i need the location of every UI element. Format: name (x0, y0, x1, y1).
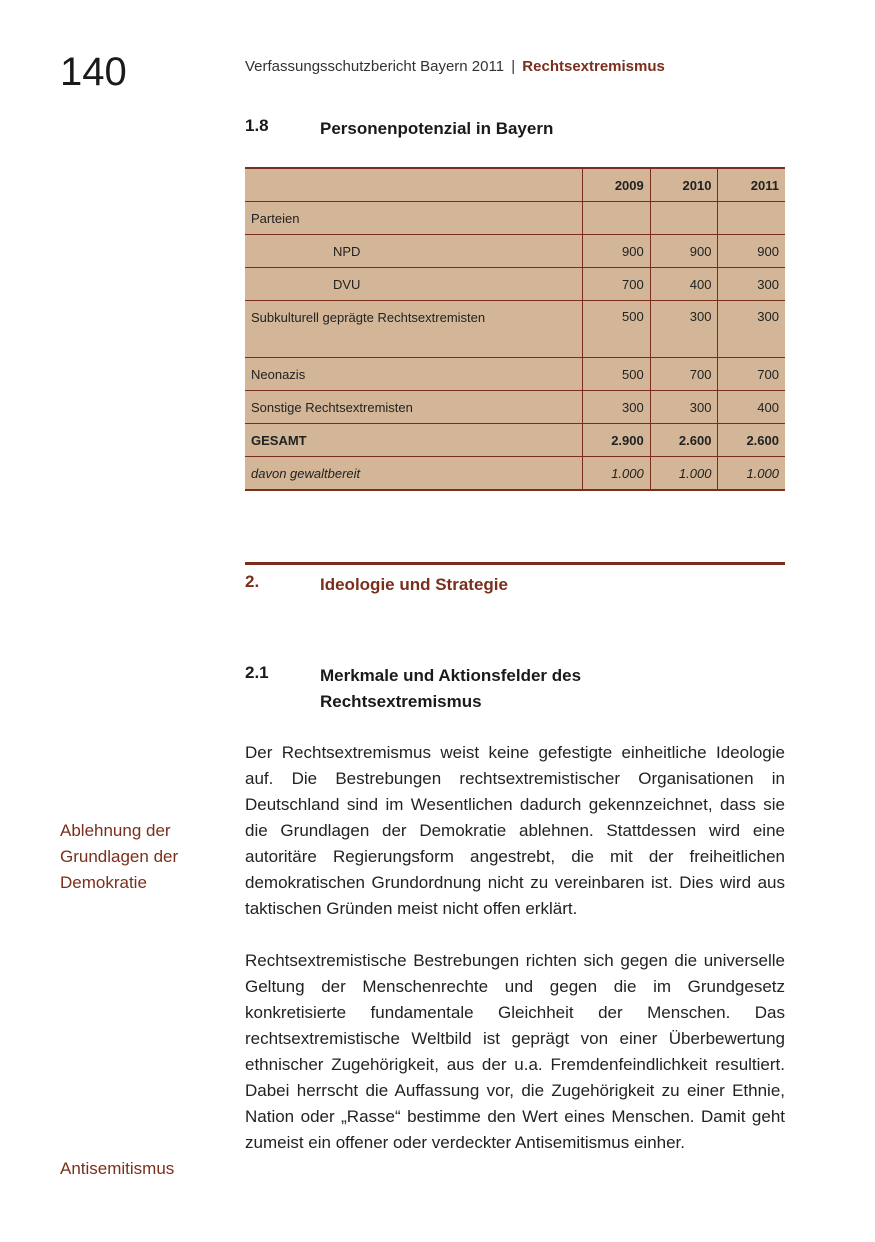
table-row-violent (245, 457, 785, 491)
cell-2009: 1.000 (583, 457, 651, 491)
cell-2011: 700 (718, 358, 785, 391)
row-label: Sonstige Rechtsextremisten (245, 391, 583, 424)
row-label: Parteien (245, 202, 583, 235)
section-heading-2-1 (245, 663, 785, 719)
cell-2010: 900 (650, 235, 718, 268)
section-number: 2. (245, 572, 260, 591)
header-publication: Verfassungsschutzbericht Bayern 2011 (245, 58, 505, 75)
table-row-total (245, 424, 785, 457)
table-header-2011: 2011 (718, 168, 785, 202)
table-row (245, 301, 785, 358)
row-label: DVU (245, 268, 583, 301)
cell-2010: 400 (650, 268, 718, 301)
paragraph-2: Rechtsextremistische Bestrebungen richten sich gegen die universelle Geltung der Menschenrechte und gegen die im Grundgesetz konkretisierte fundamentale Gleichheit der Menschen. Das rechtsextremistische Weltbild ist geprägt von einer Überbewertung ethnischer Zugehörigkeit, aus der u.a. Fremdenfeindlichkeit resultiert. Dabei herrscht die Auffassung vor, die Zugehörigkeit zu einer Ethnie, Nation oder „Rasse“ bestimme den Wert eines Menschen. Damit geht zumeist ein offener oder verdeckter Antisemitismus einher. (245, 951, 785, 1152)
table-row (245, 235, 785, 268)
cell-2009: 2.900 (583, 424, 651, 457)
cell-2009: 500 (583, 301, 651, 358)
header-chapter: Rechtsextremismus (522, 58, 665, 75)
table-header-2010: 2010 (650, 168, 718, 202)
cell-2009 (583, 202, 651, 235)
personenpotenzial-table (245, 167, 785, 491)
table-row (245, 358, 785, 391)
paragraph-1: Der Rechtsextremismus weist keine gefestigte einheitliche Ideologie auf. Die Bestrebungen rechtsextremistischer Organisationen in Deutschland sind im Wesentlichen dadurch gekennzeichnet, dass sie die Grundlagen der Demokratie ablehnen. Stattdessen wird eine autoritäre Regierungsform angestrebt, die mit der freiheitlichen demokratischen Grundordnung nicht zu vereinbaren ist. Dies wird aus taktischen Gründen meist nicht offen erklärt. (245, 743, 785, 918)
section-title: Merkmale und Aktionsfelder des Rechtsextremismus (320, 666, 582, 711)
margin-note-demokratie: Ablehnung der Grundlagen der Demokratie (60, 821, 179, 892)
cell-2011: 300 (718, 301, 785, 358)
section-heading-1-8 (245, 116, 785, 142)
row-label: NPD (245, 235, 583, 268)
table-row (245, 268, 785, 301)
cell-2011: 300 (718, 268, 785, 301)
margin-note-antisemitismus: Antisemitismus (60, 1159, 175, 1178)
header-separator: | (511, 58, 516, 75)
row-label: Neonazis (245, 358, 583, 391)
table-row (245, 202, 785, 235)
cell-2011: 900 (718, 235, 785, 268)
cell-2009: 500 (583, 358, 651, 391)
row-label: GESAMT (245, 424, 583, 457)
cell-2011: 1.000 (718, 457, 785, 491)
section-number: 2.1 (245, 663, 269, 682)
running-header (245, 58, 665, 75)
section-number: 1.8 (245, 116, 269, 135)
table-header-row (245, 168, 785, 202)
table-header-label (245, 168, 583, 202)
table-row (245, 391, 785, 424)
cell-2009: 300 (583, 391, 651, 424)
table-header-2009: 2009 (583, 168, 651, 202)
cell-2010: 300 (650, 301, 718, 358)
section-title: Personenpotenzial in Bayern (320, 119, 554, 138)
cell-2010: 300 (650, 391, 718, 424)
row-label: Subkulturell geprägte Rechtsextremisten (245, 301, 583, 358)
chapter-divider (245, 562, 785, 565)
cell-2009: 900 (583, 235, 651, 268)
section-title: Ideologie und Strategie (320, 575, 508, 594)
section-heading-2 (245, 572, 785, 598)
page-number: 140 (60, 50, 127, 94)
cell-2009: 700 (583, 268, 651, 301)
cell-2010 (650, 202, 718, 235)
cell-2010: 700 (650, 358, 718, 391)
cell-2010: 2.600 (650, 424, 718, 457)
cell-2011: 2.600 (718, 424, 785, 457)
cell-2010: 1.000 (650, 457, 718, 491)
cell-2011 (718, 202, 785, 235)
cell-2011: 400 (718, 391, 785, 424)
row-label: davon gewaltbereit (245, 457, 583, 491)
